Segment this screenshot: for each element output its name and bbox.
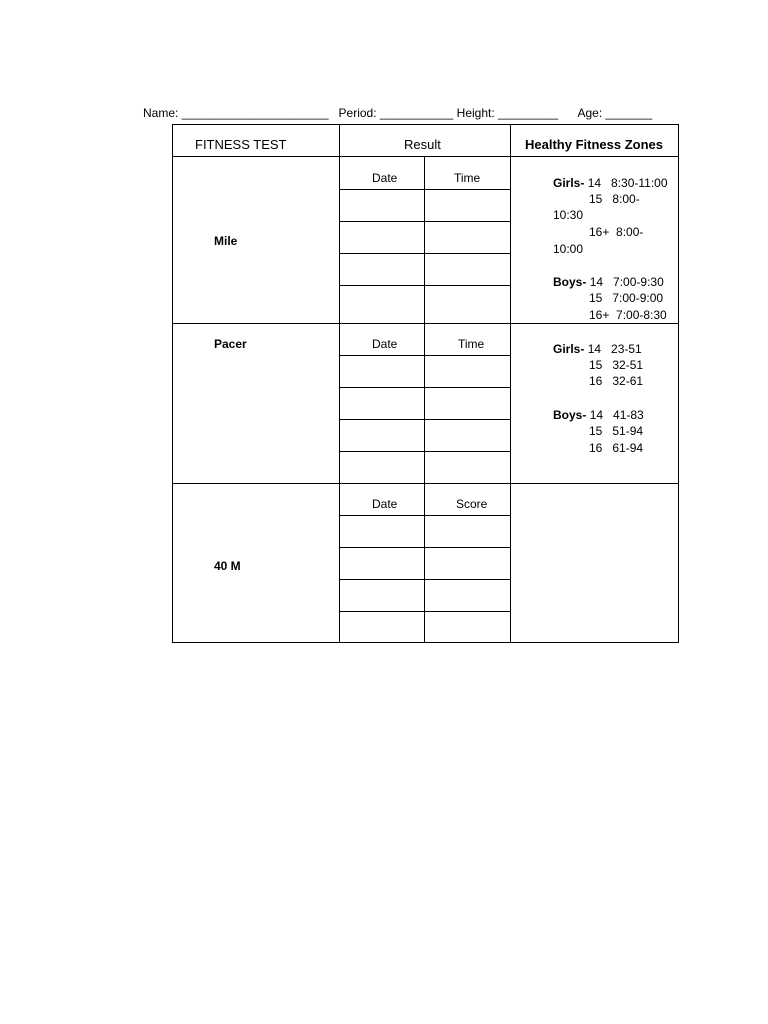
- mile-time-cell[interactable]: [425, 254, 510, 285]
- zone-line: 15 51-94: [589, 424, 644, 438]
- test-name-mile: Mile: [214, 234, 238, 248]
- 40m-date-cell[interactable]: [340, 612, 424, 642]
- zone-line: 15 7:00-9:00: [589, 291, 664, 305]
- mile-boys-zones: [553, 274, 664, 290]
- pacer-time-cell[interactable]: [425, 356, 510, 387]
- zone-line: 10:00: [553, 242, 584, 256]
- period-field[interactable]: ___________: [379, 106, 454, 120]
- pacer-girls-zones: [553, 341, 642, 357]
- mile-date-cell[interactable]: [340, 190, 424, 221]
- girls-label: Girls-: [553, 176, 585, 190]
- 40m-score-cell[interactable]: [425, 516, 510, 547]
- subheader-score: Score: [456, 497, 488, 511]
- test-name-40m: 40 M: [214, 559, 241, 573]
- pacer-time-cell[interactable]: [425, 420, 510, 451]
- pacer-time-cell[interactable]: [425, 388, 510, 419]
- pacer-date-cell[interactable]: [340, 388, 424, 419]
- subheader-time: Time: [454, 171, 481, 185]
- mile-time-cell[interactable]: [425, 222, 510, 253]
- column-header-test: FITNESS TEST: [195, 137, 287, 152]
- 40m-date-cell[interactable]: [340, 580, 424, 611]
- section-divider: [173, 483, 678, 484]
- 40m-score-cell[interactable]: [425, 548, 510, 579]
- column-header-zones: Healthy Fitness Zones: [525, 137, 663, 152]
- mile-date-cell[interactable]: [340, 222, 424, 253]
- column-divider: [510, 125, 511, 642]
- section-divider: [173, 323, 678, 324]
- zone-line: 14 41-83: [589, 408, 644, 422]
- subheader-date: Date: [372, 497, 398, 511]
- fitness-test-table: [172, 124, 679, 643]
- period-label: Period:: [338, 106, 377, 120]
- header-row-divider: [173, 156, 678, 157]
- boys-label: Boys-: [553, 408, 587, 422]
- subheader-date: Date: [372, 337, 398, 351]
- boys-label: Boys-: [553, 275, 587, 289]
- zone-line: 15 32-51: [589, 358, 644, 372]
- student-info-line: [143, 106, 652, 120]
- pacer-boys-zones: [553, 407, 644, 423]
- height-field[interactable]: _________: [498, 106, 559, 120]
- age-label: Age:: [577, 106, 603, 120]
- zone-line: 16 32-61: [589, 374, 644, 388]
- pacer-date-cell[interactable]: [340, 452, 424, 483]
- zone-line: 10:30: [553, 208, 584, 222]
- subheader-time: Time: [458, 337, 485, 351]
- zone-line: 16+ 8:00-: [589, 225, 644, 239]
- zone-line: 14 23-51: [587, 342, 642, 356]
- zone-line: 14 7:00-9:30: [589, 275, 664, 289]
- mile-girls-zones: [553, 175, 668, 191]
- zone-line: 15 8:00-: [589, 192, 640, 206]
- subheader-date: Date: [372, 171, 398, 185]
- mile-time-cell[interactable]: [425, 190, 510, 221]
- pacer-date-cell[interactable]: [340, 420, 424, 451]
- 40m-score-cell[interactable]: [425, 580, 510, 611]
- name-field[interactable]: ______________________: [181, 106, 329, 120]
- 40m-date-cell[interactable]: [340, 516, 424, 547]
- zone-line: 16 61-94: [589, 441, 644, 455]
- girls-label: Girls-: [553, 342, 585, 356]
- 40m-score-cell[interactable]: [425, 612, 510, 642]
- pacer-time-cell[interactable]: [425, 452, 510, 483]
- zone-line: 16+ 7:00-8:30: [589, 308, 667, 322]
- test-name-pacer: Pacer: [214, 337, 247, 351]
- mile-time-cell[interactable]: [425, 286, 510, 323]
- mile-date-cell[interactable]: [340, 254, 424, 285]
- pacer-date-cell[interactable]: [340, 356, 424, 387]
- age-field[interactable]: _______: [605, 106, 653, 120]
- mile-date-cell[interactable]: [340, 286, 424, 323]
- name-label: Name:: [143, 106, 179, 120]
- column-header-result: Result: [404, 137, 441, 152]
- zone-line: 14 8:30-11:00: [587, 176, 668, 190]
- height-label: Height:: [456, 106, 495, 120]
- 40m-date-cell[interactable]: [340, 548, 424, 579]
